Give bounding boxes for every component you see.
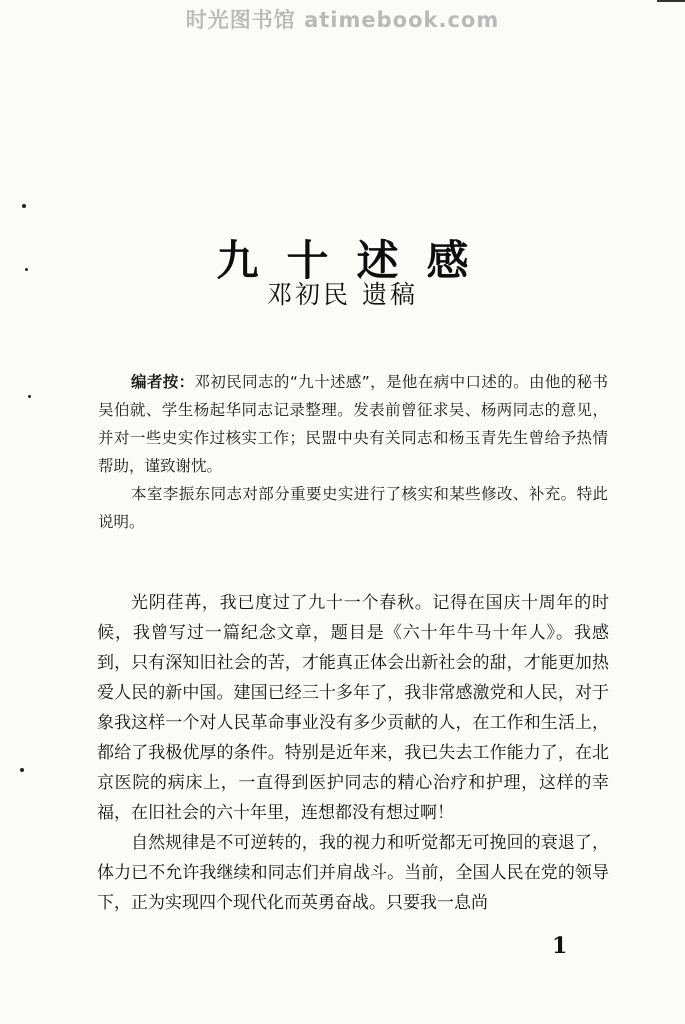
scan-speck [20, 768, 24, 772]
scan-speck [28, 395, 31, 398]
scan-speck [22, 204, 26, 208]
author-byline: 邓初民 遗稿 [267, 280, 418, 309]
editor-note-label: 编者按： [131, 373, 195, 391]
article-body [97, 588, 609, 918]
page-number: 1 [552, 933, 568, 959]
edge-mark [657, 0, 685, 2]
body-paragraph: 自然规律是不可逆转的，我的视力和听觉都无可挽回的衰退了，体力已不允许我继续和同志们并肩战斗。当前，全国人民在党的领导下，正为实现四个现代化而英勇奋战。只要我一息尚 [97, 833, 609, 913]
watermark: 时光图书馆 atimebook.com [185, 8, 500, 32]
editor-note-paragraph: 本室李振东同志对部分重要史实进行了核实和某些修改、补充。特此说明。 [98, 485, 608, 531]
body-paragraph: 光阴荏苒，我已度过了九十一个春秋。记得在国庆十周年的时候，我曾写过一篇纪念文章，题目是《六十年牛马十年人》。我感到，只有深知旧社会的苦，才能真正体会出新社会的甜，才能更加热爱人民的新中国。建国已经三十多年了，我非常感激党和人民，对于象我这样一个对人民革命事业没有多少贡献的人，在工作和生活上，都给了我极优厚的条件。特别是近年来，我已失去工作能力了，在北京医院的病床上，一直得到医护同志的精心治疗和护理，这样的幸福，在旧社会的六十年里，连想都没有想过啊！ [97, 593, 609, 823]
editor-note-paragraph [98, 368, 608, 480]
article-title: 九十述感 [216, 236, 497, 286]
editor-note-text: 邓初民同志的“九十述感”，是他在病中口述的。由他的秘书吴伯就、学生杨起华同志记录整理。发表前曾征求吴、杨两同志的意见，并对一些史实作过核实工作；民盟中央有关同志和杨玉青先生曾给予热情帮助，谨致谢忱。 [98, 373, 608, 475]
editor-note [98, 368, 608, 536]
